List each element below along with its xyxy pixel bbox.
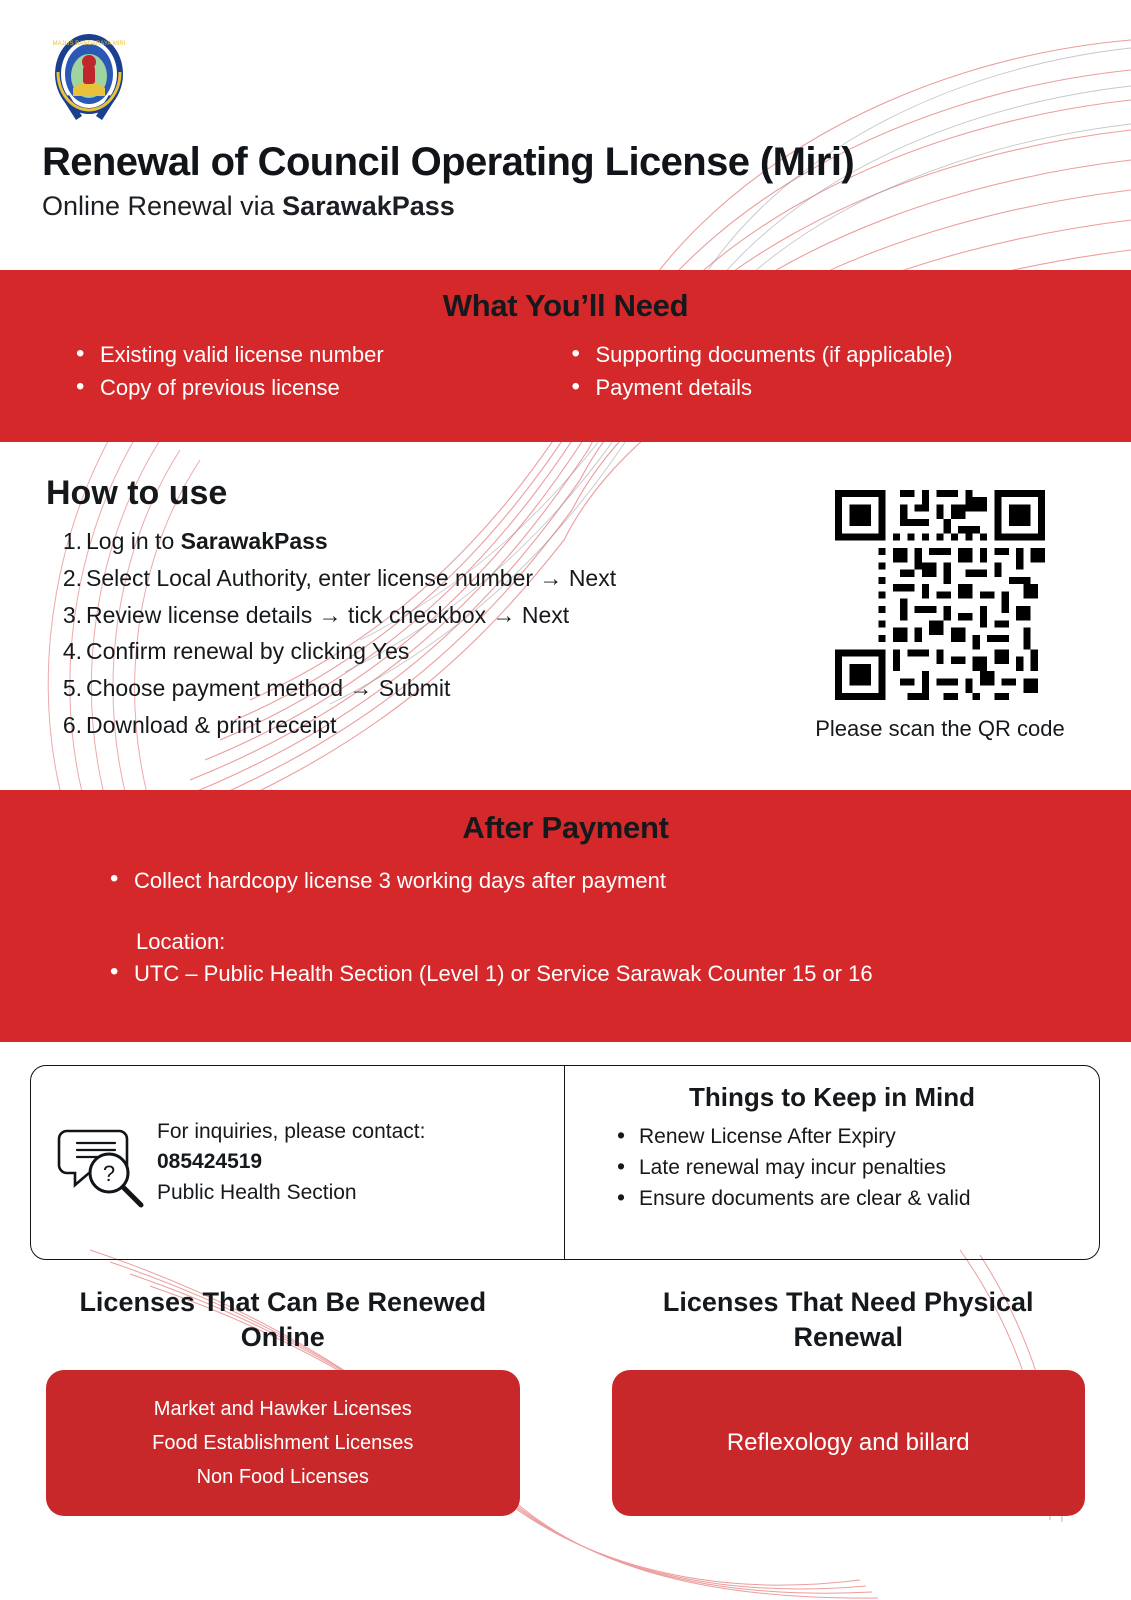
keep-in-mind-heading: Things to Keep in Mind	[689, 1082, 975, 1112]
page-subtitle	[42, 191, 1089, 222]
list-item: • Copy of previous license	[70, 371, 566, 404]
what-you-need-section	[0, 270, 1131, 442]
list-item: Reflexology and billard	[726, 1428, 970, 1456]
location-label: Location:	[136, 929, 226, 954]
svg-text:MAJLIS BANDARAYA MIRI: MAJLIS BANDARAYA MIRI	[52, 41, 126, 47]
list-item: Non Food Licenses	[196, 1466, 369, 1489]
qr-code-block	[795, 490, 1085, 742]
list-item: Select Local Authority, enter license number → Next	[86, 564, 617, 591]
list-item: • Collect hardcopy license 3 working days after payment	[100, 864, 1031, 897]
step-strong: SarawakPass	[180, 528, 328, 554]
online-licenses-column	[0, 1285, 566, 1516]
physical-licenses-heading: Licenses That Need Physical Renewal	[662, 1287, 1034, 1352]
list-item: • Late renewal may incur penalties	[613, 1152, 1075, 1183]
info-box	[30, 1065, 1100, 1260]
contact-line-1: For inquiries, please contact:	[157, 1119, 426, 1143]
qr-caption: Please scan the QR code	[815, 716, 1065, 741]
council-crest-logo	[42, 28, 136, 132]
online-licenses-heading: Licenses That Can Be Renewed Online	[79, 1287, 487, 1352]
physical-licenses-pill	[612, 1370, 1086, 1516]
list-item: • Payment details	[566, 371, 1062, 404]
list-item: • Ensure documents are clear & valid	[613, 1183, 1075, 1214]
keep-in-mind-panel	[565, 1066, 1099, 1259]
after-payment-section	[0, 790, 1131, 1042]
need-column-left	[70, 338, 566, 405]
contact-text	[157, 1117, 425, 1208]
physical-licenses-column	[566, 1285, 1131, 1516]
contact-department: Public Health Section	[157, 1180, 357, 1204]
step-text: Log in to	[86, 528, 181, 554]
list-item: Market and Hawker Licenses	[153, 1398, 412, 1421]
qr-code[interactable]	[835, 490, 1045, 700]
subtitle-prefix: Online Renewal via	[42, 190, 283, 221]
list-item: Download & print receipt	[86, 711, 337, 738]
contact-phone: 085424519	[157, 1150, 263, 1174]
online-licenses-pill	[46, 1370, 520, 1516]
how-to-use-section	[46, 474, 746, 744]
svg-text:?: ?	[102, 1160, 116, 1186]
list-item: Choose payment method → Submit	[86, 675, 451, 702]
page-title: Renewal of Council Operating License (Miri)	[42, 140, 855, 184]
what-you-need-heading: What You’ll Need	[442, 288, 689, 323]
contact-panel	[31, 1066, 565, 1259]
list-item: • Supporting documents (if applicable)	[566, 338, 1062, 371]
list-item: Review license details → tick checkbox → Next	[86, 601, 570, 628]
poster-header	[0, 140, 1131, 222]
need-column-right	[566, 338, 1062, 405]
list-item: • Existing valid license number	[70, 338, 566, 371]
after-payment-heading: After Payment	[462, 810, 669, 845]
list-item: • Renew License After Expiry	[613, 1121, 1075, 1152]
subtitle-brand: SarawakPass	[282, 190, 455, 221]
list-item: Confirm renewal by clicking Yes	[86, 638, 410, 665]
list-item	[46, 523, 746, 560]
list-item: Food Establishment Licenses	[152, 1432, 414, 1455]
list-item: • UTC – Public Health Section (Level 1) or Service Sarawak Counter 15 or 16	[100, 961, 1031, 987]
license-categories	[0, 1285, 1131, 1516]
how-to-use-heading: How to use	[46, 474, 228, 512]
inquiry-magnifier-icon	[53, 1115, 149, 1211]
